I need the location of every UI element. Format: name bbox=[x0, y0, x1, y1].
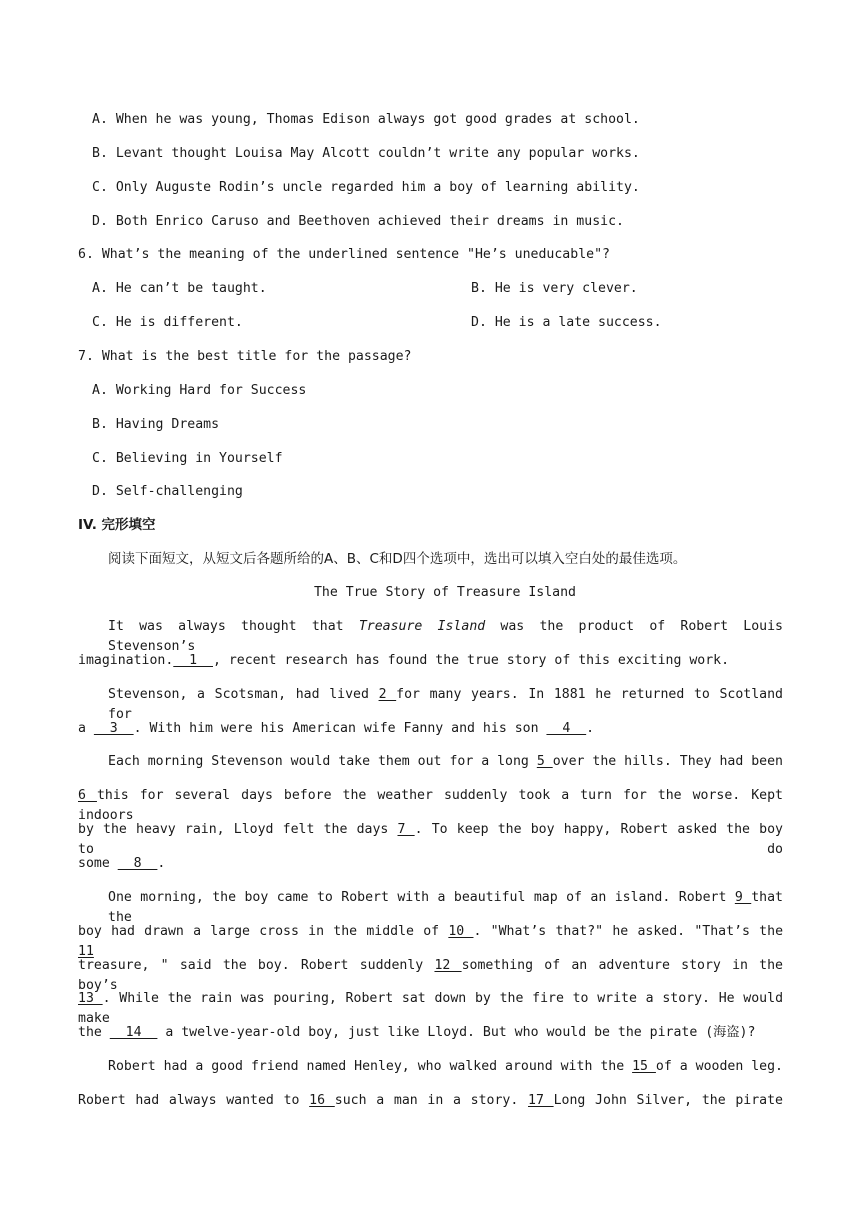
blank-11: 11 bbox=[78, 944, 94, 959]
book-title: Treasure Island bbox=[358, 619, 486, 634]
blank-2: 2 bbox=[378, 687, 397, 702]
blank-1: 1 bbox=[173, 653, 213, 668]
q5-option-c: C. Only Auguste Rodin’s uncle regarded him a boy of learning ability. bbox=[92, 180, 640, 195]
passage-line: It was always thought that Treasure Island was the product of Robert Louis Stevenson’s bbox=[108, 619, 783, 654]
blank-4: 4 bbox=[546, 721, 587, 736]
blank-12: 12 bbox=[434, 958, 462, 973]
q7-option-d: D. Self-challenging bbox=[92, 484, 243, 499]
passage-line: 13 . While the rain was pouring, Robert sat down by the fire to write a story. He would make bbox=[78, 991, 784, 1026]
blank-3: 3 bbox=[93, 721, 134, 736]
passage-line: the 14 a twelve-year-old boy, just like Lloyd. But who would be the pirate (海盗)? bbox=[78, 1025, 756, 1040]
passage-line: imagination. 1 , recent research has found the true story of this exciting work. bbox=[78, 653, 730, 668]
passage-title: The True Story of Treasure Island bbox=[313, 585, 576, 600]
q6-option-c: C. He is different. bbox=[92, 315, 243, 330]
q6-option-a: A. He can’t be taught. bbox=[92, 281, 267, 296]
blank-15: 15 bbox=[632, 1059, 656, 1074]
q7-stem: 7. What is the best title for the passage? bbox=[78, 349, 412, 364]
passage-line: boy had drawn a large cross in the middle of 10 . "What’s that?" he asked. "That’s the 11 bbox=[78, 924, 784, 959]
passage-line: a 3 . With him were his American wife Fanny and his son 4 . bbox=[78, 721, 595, 736]
q6-stem: 6. What’s the meaning of the underlined sentence "He’s uneducable"? bbox=[78, 247, 610, 262]
blank-16: 16 bbox=[309, 1093, 335, 1108]
section-heading: IV. 完形填空 bbox=[78, 517, 156, 533]
passage-line: by the heavy rain, Lloyd felt the days 7 . To keep the boy happy, Robert asked the boy to do bbox=[78, 822, 783, 857]
q5-option-d: D. Both Enrico Caruso and Beethoven achieved their dreams in music. bbox=[92, 214, 624, 229]
q5-option-b: B. Levant thought Louisa May Alcott couldn’t write any popular works. bbox=[92, 146, 640, 161]
passage-line: 6 this for several days before the weather suddenly took a turn for the worse. Kept indoors bbox=[78, 788, 783, 823]
passage-line: One morning, the boy came to Robert with a beautiful map of an island. Robert 9 that the bbox=[108, 890, 783, 925]
passage-line: Robert had a good friend named Henley, who walked around with the 15 of a wooden leg. bbox=[108, 1059, 783, 1074]
blank-8: 8 bbox=[117, 856, 158, 871]
blank-7: 7 bbox=[397, 822, 415, 837]
q6-option-d: D. He is a late success. bbox=[471, 315, 662, 330]
blank-5: 5 bbox=[536, 754, 553, 769]
passage-line: treasure, " said the boy. Robert suddenly 12 something of an adventure story in the boy’s bbox=[78, 958, 783, 993]
passage-line: Stevenson, a Scotsman, had lived 2 for many years. In 1881 he returned to Scotland for bbox=[108, 687, 783, 722]
passage-line: some 8 . bbox=[78, 856, 166, 871]
passage-line: Robert had always wanted to 16 such a man in a story. 17 Long John Silver, the pirate bbox=[78, 1093, 783, 1108]
blank-14: 14 bbox=[109, 1025, 158, 1040]
section-instruction: 阅读下面短文，从短文后各题所给的A、B、C和D四个选项中，选出可以填入空白处的最佳选项。 bbox=[108, 551, 687, 567]
blank-13: 13 bbox=[78, 991, 103, 1006]
blank-10: 10 bbox=[448, 924, 474, 939]
blank-6: 6 bbox=[78, 788, 97, 803]
q7-option-b: B. Having Dreams bbox=[92, 417, 220, 432]
passage-line: Each morning Stevenson would take them out for a long 5 over the hills. They had been bbox=[108, 754, 783, 769]
q7-option-a: A. Working Hard for Success bbox=[92, 383, 307, 398]
blank-17: 17 bbox=[528, 1093, 554, 1108]
q5-option-a: A. When he was young, Thomas Edison always got good grades at school. bbox=[92, 112, 640, 127]
q7-option-c: C. Believing in Yourself bbox=[92, 451, 283, 466]
blank-9: 9 bbox=[734, 890, 752, 905]
q6-option-b: B. He is very clever. bbox=[471, 281, 638, 296]
